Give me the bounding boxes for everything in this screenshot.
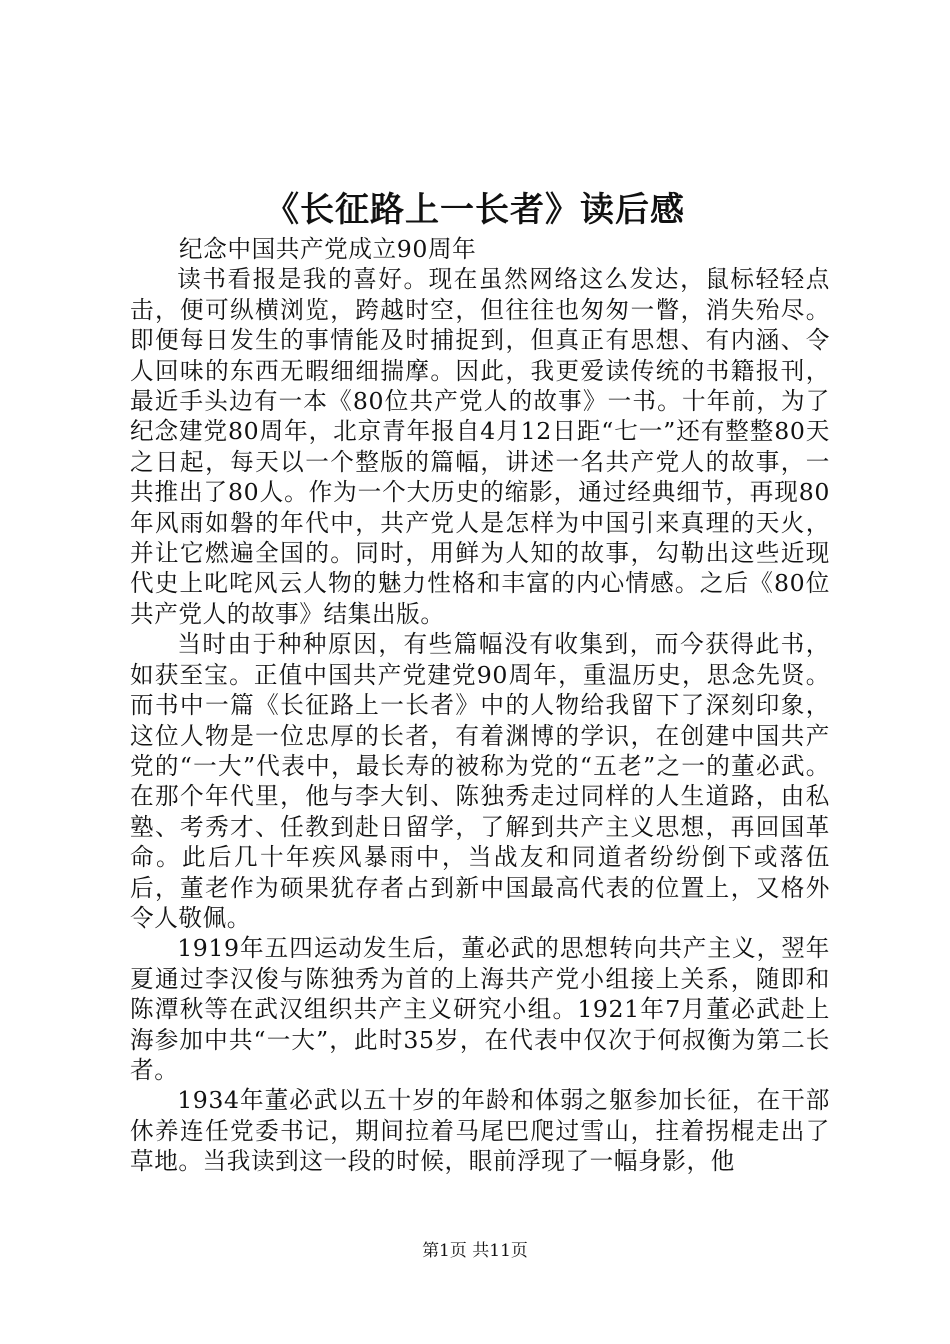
paragraph: 1934年董必武以五十岁的年龄和体弱之躯参加长征，在干部休养连任党委书记，期间拉着马尾巴爬过雪山，拄着拐棍走出了草地。当我读到这一段的时候，眼前浮现了一幅身影，他 [130, 1086, 830, 1176]
document-title: 《长征路上一长者》读后感 [265, 190, 685, 230]
document-body [130, 234, 830, 1177]
paragraph: 当时由于种种原因，有些篇幅没有收集到，而今获得此书，如获至宝。正值中国共产党建党90周年，重温历史，思念先贤。而书中一篇《长征路上一长者》中的人物给我留下了深刻印象，这位人物是一位忠厚的长者，有着渊博的学识，在创建中国共产党的“一大”代表中，最长寿的被称为党的“五老”之一的董必武。在那个年代里，他与李大钊、陈独秀走过同样的人生道路，由私塾、考秀才、任教到赴日留学，了解到共产主义思想，再回国革命。此后几十年疾风暴雨中，当战友和同道者纷纷倒下或落伍后，董老作为硕果犹存者占到新中国最高代表的位置上，又格外令人敬佩。 [130, 630, 830, 932]
paragraph: 读书看报是我的喜好。现在虽然网络这么发达，鼠标轻轻点击，便可纵横浏览，跨越时空，但往往也匆匆一瞥，消失殆尽。即便每日发生的事情能及时捕捉到，但真正有思想、有内涵、令人回味的东西无暇细细揣摩。因此，我更爱读传统的书籍报刊，最近手头边有一本《80位共产党人的故事》一书。十年前，为了纪念建党80周年，北京青年报自4月12日距“七一”还有整整80天之日起，每天以一个整版的篇幅，讲述一名共产党人的故事，一共推出了80人。作为一个大历史的缩影，通过经典细节，再现80年风雨如磐的年代中，共产党人是怎样为中国引来真理的天火，并让它燃遍全国的。同时，用鲜为人知的故事，勾勒出这些近现代史上叱咤风云人物的魅力性格和丰富的内心情感。之后《80位共产党人的故事》结集出版。 [130, 265, 830, 628]
paragraph: 1919年五四运动发生后，董必武的思想转向共产主义，翌年夏通过李汉俊与陈独秀为首的上海共产党小组接上关系，随即和陈潭秋等在武汉组织共产主义研究小组。1921年7月董必武赴上海参加中共“一大”，此时35岁，在代表中仅次于何叔衡为第二长者。 [130, 934, 830, 1084]
document-subtitle: 纪念中国共产党成立90周年 [179, 235, 477, 263]
page-number-footer: 第1页 共11页 [422, 1241, 528, 1261]
